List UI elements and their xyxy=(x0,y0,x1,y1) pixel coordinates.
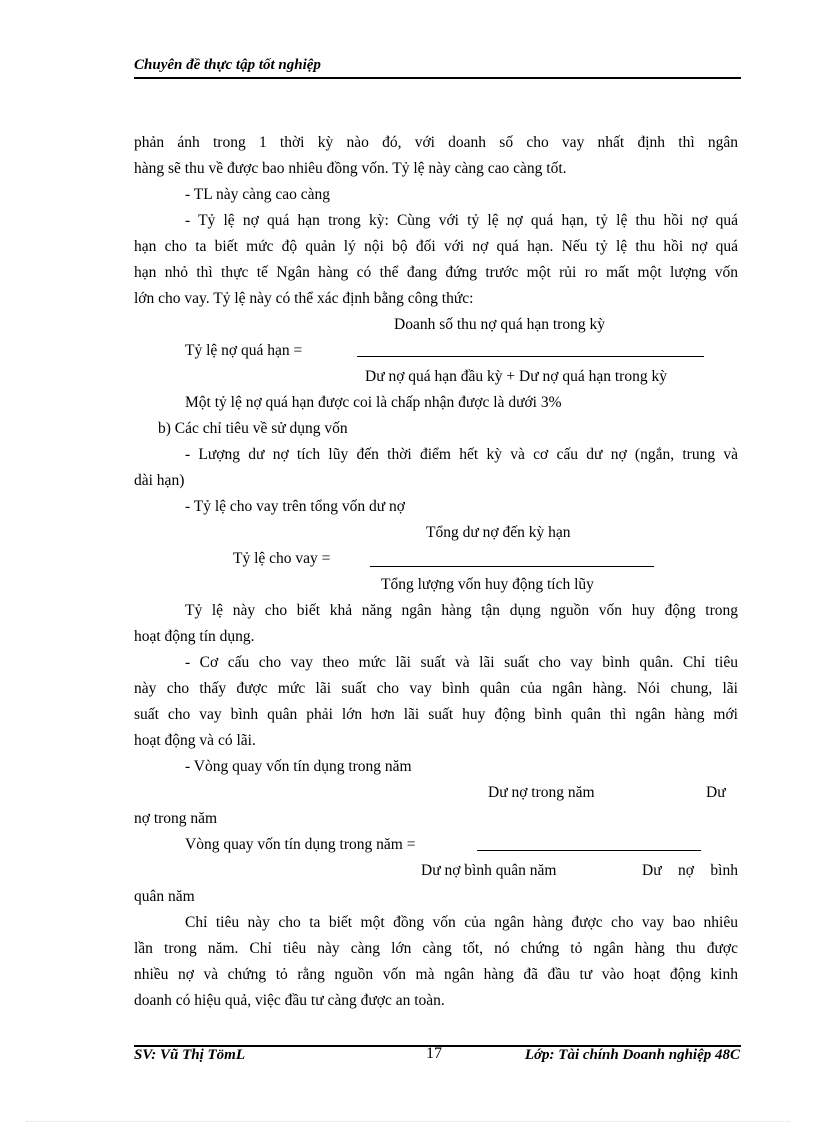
page-edge-dots xyxy=(26,1121,790,1122)
paragraph-line: Tỷ lệ này cho biết khả năng ngân hàng tận dụng nguồn vốn huy động trong xyxy=(185,602,738,619)
paragraph-line: hạn cho ta biết mức độ quản lý nội bộ đối với nợ quá hạn. Nếu tỷ lệ thu hồi nợ quá xyxy=(134,238,738,255)
paragraph-line: này cho thấy được mức lãi suất cho vay bình quân của ngân hàng. Nói chung, lãi xyxy=(134,680,738,697)
paragraph-line: - Tỷ lệ cho vay trên tổng vốn dư nợ xyxy=(185,498,405,515)
formula-denominator: quân năm xyxy=(134,888,195,905)
header-rule xyxy=(134,77,741,79)
paragraph-line: - TL này càng cao càng xyxy=(185,186,331,203)
paragraph-line: dài hạn) xyxy=(134,472,185,489)
paragraph-line: - Vòng quay vốn tín dụng trong năm xyxy=(185,758,412,775)
fraction-bar xyxy=(370,566,654,567)
formula-numerator: Dư xyxy=(706,784,726,801)
page-number: 17 xyxy=(426,1045,442,1062)
paragraph-line: - Cơ cấu cho vay theo mức lãi suất và lãi suất cho vay bình quân. Chỉ tiêu xyxy=(185,654,738,671)
paragraph-line: nhiều nợ và chứng tỏ rằng nguồn vốn mà ngân hàng đã đầu tư vào hoạt động kinh xyxy=(134,966,738,983)
paragraph-line: suất cho vay bình quân phải lớn hơn lãi suất huy động bình quân thì ngân hàng mới xyxy=(134,706,738,723)
formula-numerator: nợ trong năm xyxy=(134,810,218,827)
formula-numerator: Doanh số thu nợ quá hạn trong kỳ xyxy=(394,316,605,333)
paragraph-line: phản ánh trong 1 thời kỳ nào đó, với doanh số cho vay nhất định thì ngân xyxy=(134,134,738,151)
paragraph-line: - Tỷ lệ nợ quá hạn trong kỳ: Cùng với tỷ lệ nợ quá hạn, tỷ lệ thu hồi nợ quá xyxy=(185,212,738,229)
paragraph-line: hoạt động tín dụng. xyxy=(134,628,255,645)
formula-label: Tỷ lệ nợ quá hạn = xyxy=(185,342,303,359)
paragraph-line: hàng sẽ thu về được bao nhiêu đồng vốn. Tỷ lệ này càng cao càng tốt. xyxy=(134,160,567,177)
paragraph-line: hạn nhỏ thì thực tế Ngân hàng có thể đang đứng trước một rủi ro mất một lượng vốn xyxy=(134,264,738,281)
footer-student: SV: Vũ Thị TömL xyxy=(134,1047,245,1063)
paragraph-line: doanh có hiệu quả, việc đầu tư càng được an toàn. xyxy=(134,992,445,1009)
running-header: Chuyên đề thực tập tốt nghiệp xyxy=(134,57,321,73)
formula-numerator: Dư nợ trong năm xyxy=(488,784,595,801)
paragraph-line: lớn cho vay. Tỷ lệ này có thể xác định bằng công thức: xyxy=(134,290,474,307)
formula-numerator: Tổng dư nợ đến kỳ hạn xyxy=(426,524,571,541)
formula-denominator: Dư nợ quá hạn đầu kỳ + Dư nợ quá hạn trong kỳ xyxy=(365,368,667,385)
footer-class: Lớp: Tài chính Doanh nghiệp 48C xyxy=(524,1047,740,1063)
formula-denominator: Dư nợ bình xyxy=(642,862,738,879)
paragraph-line: Chỉ tiêu này cho ta biết một đồng vốn của ngân hàng được cho vay bao nhiêu xyxy=(185,914,738,931)
paragraph-line: - Lượng dư nợ tích lũy đến thời điểm hết kỳ và cơ cấu dư nợ (ngắn, trung và xyxy=(185,446,738,463)
formula-label: Vòng quay vốn tín dụng trong năm = xyxy=(185,836,416,853)
formula-label: Tỷ lệ cho vay = xyxy=(233,550,331,567)
fraction-bar xyxy=(357,356,704,357)
formula-denominator: Tổng lượng vốn huy động tích lũy xyxy=(381,576,594,593)
paragraph-line: Một tỷ lệ nợ quá hạn được coi là chấp nhận được là dưới 3% xyxy=(185,394,562,411)
formula-denominator: Dư nợ bình quân năm xyxy=(421,862,557,879)
paragraph-line: lần trong năm. Chỉ tiêu này càng lớn càng tốt, nó chứng tỏ ngân hàng thu được xyxy=(134,940,738,957)
paragraph-line: hoạt động và có lãi. xyxy=(134,732,256,749)
fraction-bar xyxy=(477,850,701,851)
section-heading: b) Các chỉ tiêu về sử dụng vốn xyxy=(158,420,348,437)
